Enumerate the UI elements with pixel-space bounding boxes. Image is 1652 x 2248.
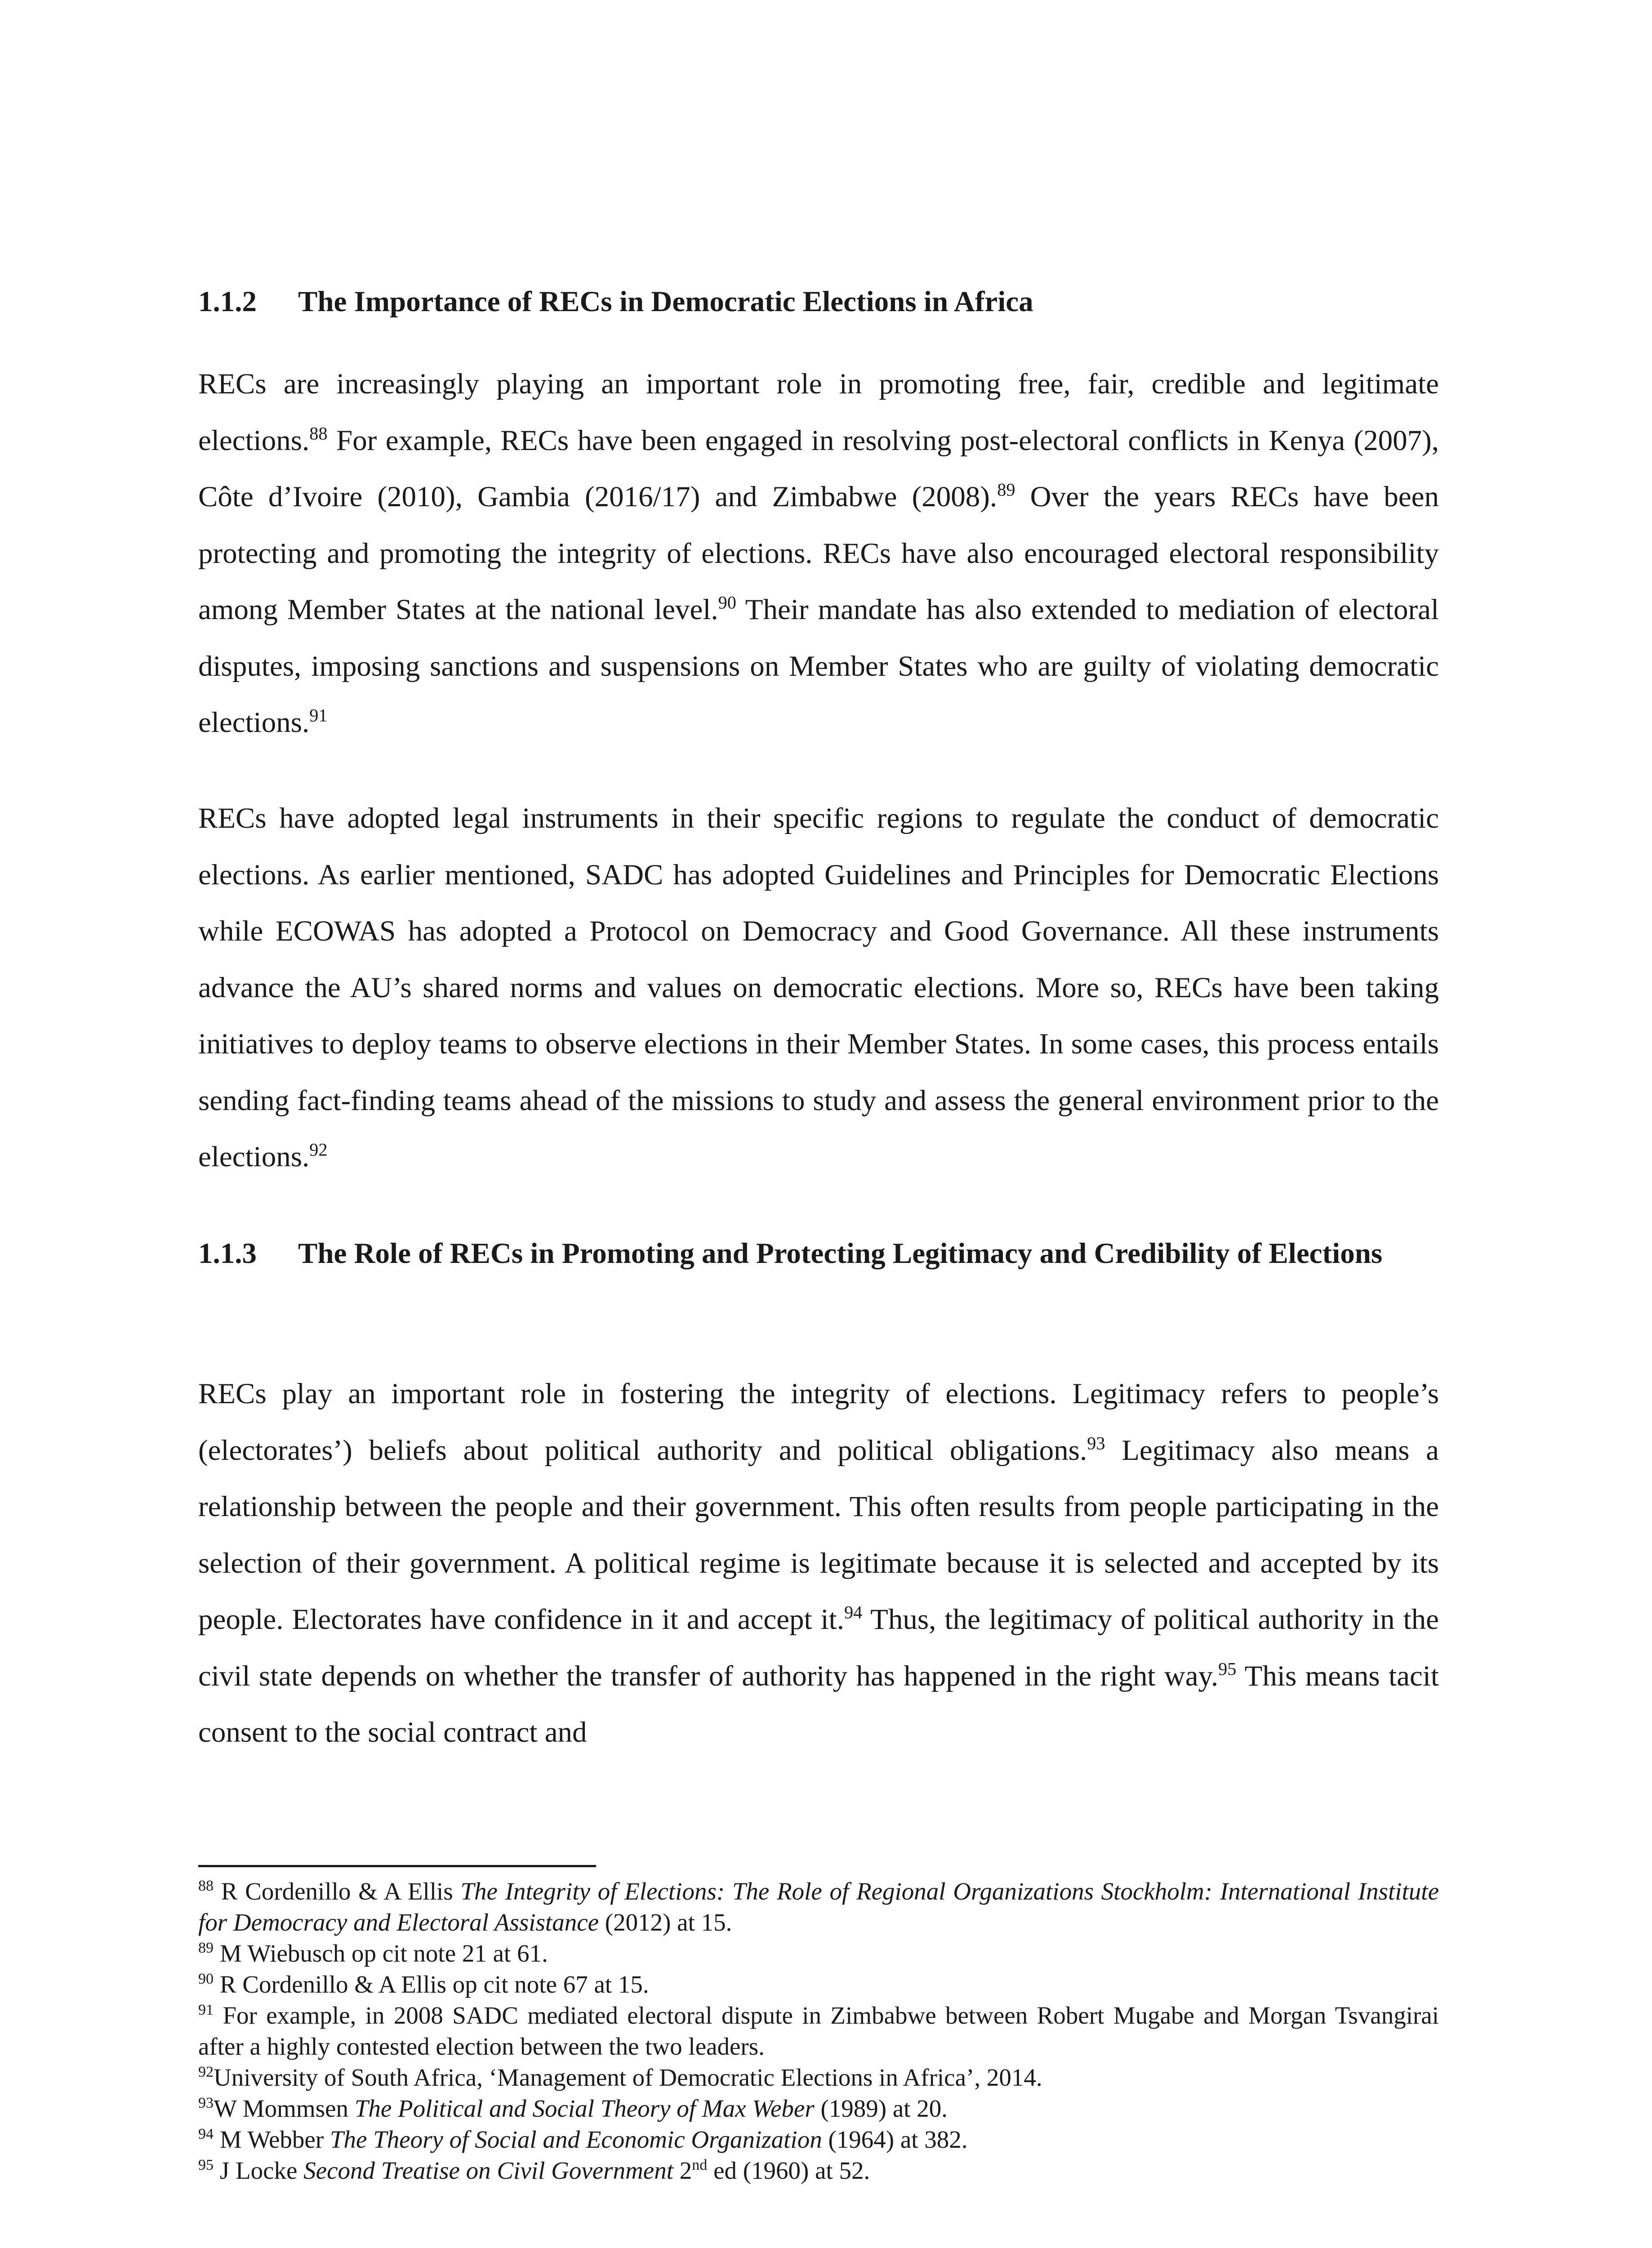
paragraph <box>198 356 1439 751</box>
section-number: 1.1.3 <box>198 1237 257 1270</box>
footnote: $^{88}$ R Cordenillo & A Ellis The Integrity of Elections: The Role of Regional Organizations Stockholm: International Institute for Democracy and Electoral Assistance (2012) at 15. <box>198 1878 1439 1936</box>
section-1-1-3 <box>198 1226 1439 1282</box>
footnote-ref: 95 <box>1218 1659 1237 1679</box>
paragraph-text: RECs play an important role in fostering the integrity of elections. Legitimacy refers to people’s (electorates’) beliefs about political authority and political obligations.$^{93}$ Legitimacy also means a relationship between the people and their government. This often results from people participating in the selection of their government. A political regime is legitimate because it is selected and accepted by its people. Electorates have confidence in it and accept it.$^{94}$ Thus, the legitimacy of political authority in the civil state depends on whether the transfer of authority has happened in the right way.$^{95}$ This means tacit consent to the social contract and <box>198 1378 1439 1748</box>
footnote-ref: 93 <box>198 2095 214 2112</box>
footnotes <box>198 1876 1439 2186</box>
footnote-ref: 89 <box>997 479 1015 500</box>
section-title: The Role of RECs in Promoting and Protecting Legitimacy and Credibility of Elections <box>298 1237 1383 1270</box>
paragraph-text: RECs are increasingly playing an important role in promoting free, fair, credible and legitimate elections.$^{88}$ For example, RECs have been engaged in resolving post-electoral conflicts in Kenya (2007), Côte d’Ivoire (2010), Gambia (2016/17) and Zimbabwe (2008).$^{89}$ Over the years RECs have been protecting and promoting the integrity of elections. RECs have also encouraged electoral responsibility among Member States at the national level.$^{90}$ Their mandate has also extended to mediation of electoral disputes, imposing sanctions and suspensions on Member States who are guilty of violating democratic elections.$^{91}$ <box>198 368 1439 739</box>
footnote: $^{89}$ M Wiebusch op cit note 21 at 61. <box>198 1940 548 1967</box>
footnote-ref: 91 <box>309 705 328 726</box>
footnote-ref: 95 <box>198 2157 214 2174</box>
footnote: $^{94}$ M Webber The Theory of Social and Economic Organization (1964) at 382. <box>198 2126 968 2153</box>
work-title: The Political and Social Theory of Max Weber <box>354 2095 815 2122</box>
work-title: The Integrity of Elections: The Role of Regional Organizations Stockholm: International Institute for Democracy and Electoral Assistance <box>198 1878 1439 1936</box>
footnote: $^{93}$W Mommsen The Political and Social Theory of Max Weber (1989) at 20. <box>198 2095 948 2122</box>
paragraph <box>198 790 1439 1186</box>
footnote: $^{91}$ For example, in 2008 SADC mediated electoral dispute in Zimbabwe between Robert Mugabe and Morgan Tsvangirai after a highly contested election between the two leaders. <box>198 2002 1439 2060</box>
footnote-ref: 88 <box>309 423 328 444</box>
section-heading <box>198 1226 1439 1282</box>
section-1-1-2 <box>198 283 1439 320</box>
footnote-ref: 89 <box>198 1940 214 1957</box>
section-title: The Importance of RECs in Democratic Elections in Africa <box>298 285 1033 318</box>
paragraph-text: RECs have adopted legal instruments in their specific regions to regulate the conduct of democratic elections. As earlier mentioned, SADC has adopted Guidelines and Principles for Democratic Elections while ECOWAS has adopted a Protocol on Democracy and Good Governance. All these instruments advance the AU’s shared norms and values on democratic elections. More so, RECs have been taking initiatives to deploy teams to observe elections in their Member States. In some cases, this process entails sending fact-finding teams ahead of the missions to study and assess the general environment prior to the elections.$^{92}$ <box>198 802 1439 1173</box>
footnote-ref: 90 <box>198 1971 214 1988</box>
footnote: $^{92}$University of South Africa, ‘Management of Democratic Elections in Africa’, 2014. <box>198 2064 1042 2091</box>
section-number: 1.1.2 <box>198 285 257 318</box>
footnote-ref: nd <box>692 2157 708 2174</box>
footnote: $^{90}$ R Cordenillo & A Ellis op cit note 67 at 15. <box>198 1971 649 1998</box>
footnote-ref: 90 <box>718 592 736 613</box>
work-title: Second Treatise on Civil Government <box>303 2157 673 2184</box>
footnote-ref: 92 <box>309 1139 328 1160</box>
work-title: The Theory of Social and Economic Organization <box>330 2126 822 2153</box>
footnote-ref: 91 <box>198 2002 214 2019</box>
footnote-separator <box>198 1865 596 1867</box>
footnote: $^{95}$ J Locke Second Treatise on Civil Government 2nd ed (1960) at 52. <box>198 2157 870 2184</box>
footnote-ref: 94 <box>198 2126 214 2143</box>
footnote-ref: 93 <box>1087 1433 1105 1454</box>
footnote-ref: 88 <box>198 1878 214 1895</box>
footnote-ref: 92 <box>198 2064 214 2081</box>
section-heading <box>198 283 1439 320</box>
footnote-ref: 94 <box>844 1602 863 1623</box>
paragraph <box>198 1366 1439 1761</box>
